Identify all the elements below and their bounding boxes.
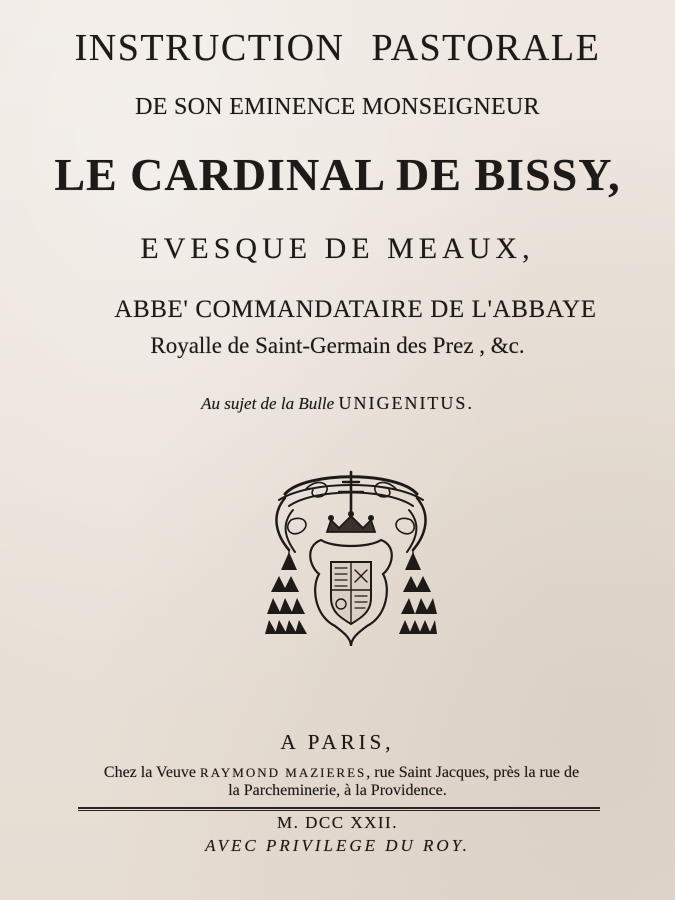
subject-line (0, 393, 675, 414)
imprint-rule-thin (78, 810, 600, 811)
title-line-abbe: ABBE' COMMANDATAIRE DE L'ABBAYE (114, 296, 597, 323)
title-line-cardinal: LE CARDINAL DE BISSY, (54, 149, 621, 200)
subject-lead: Au sujet de la Bulle (201, 394, 335, 413)
imprint-printer-name: RAYMOND MAZIERES (200, 765, 367, 780)
title-line-eminence: DE SON EMINENCE MONSEIGNEUR (135, 94, 540, 120)
cardinal-coat-of-arms-icon (265, 466, 437, 656)
imprint-printer-address: , rue Saint Jacques, près la rue de (366, 764, 580, 781)
subject-name: UNIGENITUS. (338, 393, 474, 413)
imprint-line-address: la Parcheminerie, à la Providence. (228, 782, 447, 799)
title-line-instruction-pastorale: INSTRUCTION PASTORALE (74, 27, 601, 69)
title-line-royalle: Royalle de Saint-Germain des Prez , &c. (150, 333, 525, 358)
imprint-place: A PARIS, (280, 730, 395, 754)
imprint-printer-lead: Chez la Veuve (103, 764, 197, 781)
imprint-rule-thick (78, 807, 600, 809)
title-line-evesque: EVESQUE DE MEAUX, (140, 232, 535, 265)
publication-date: M. DCC XXII. (277, 813, 398, 832)
royal-privilege: AVEC PRIVILEGE DU ROY. (205, 836, 470, 855)
imprint-line-printer (4, 764, 675, 782)
